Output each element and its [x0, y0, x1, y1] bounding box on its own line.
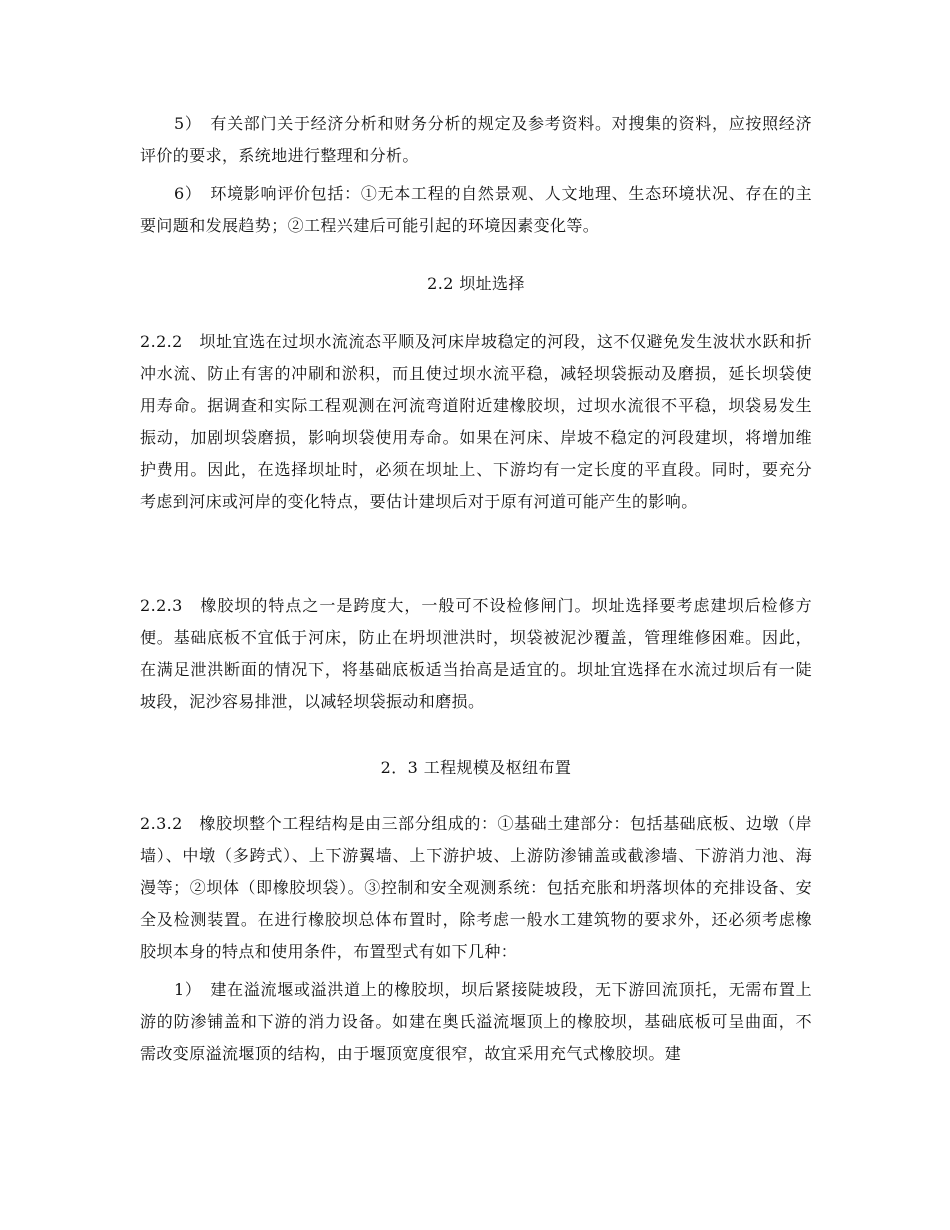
paragraph-item-6: 6） 环境影响评价包括：①无本工程的自然景观、人文地理、生态环境状况、存在的主要问题和发展趋势；②工程兴建后可能引起的环境因素变化等。 — [140, 184, 812, 235]
section-heading-2-2: 2.2 坝址选择 — [427, 274, 525, 293]
section-heading-2-3: 2．3 工程规模及枢纽布置 — [380, 758, 572, 777]
paragraph-item-5: 5） 有关部门关于经济分析和财务分析的规定及参考资料。对搜集的资料，应按照经济评价的要求，系统地进行整理和分析。 — [140, 114, 812, 165]
paragraph-2-3-2: 2.3.2 橡胶坝整个工程结构是由三部分组成的：①基础土建部分：包括基础底板、边墩（岸墙）、中墩（多跨式）、上下游翼墙、上下游护坡、上游防渗铺盖或截渗墙、下游消力池、海漫等；②坝体（即橡胶坝袋）。③控制和安全观测系统：包括充胀和坍落坝体的充排设备、安全及检测装置。在进行橡胶坝总体布置时，除考虑一般水工建筑物的要求外，还必须考虑橡胶坝本身的特点和使用条件，布置型式有如下几种： — [140, 814, 812, 961]
paragraph-item-1: 1） 建在溢流堰或溢洪道上的橡胶坝，坝后紧接陡坡段，无下游回流顶托，无需布置上游的防渗铺盖和下游的消力设备。如建在奥氏溢流堰顶上的橡胶坝，基础底板可呈曲面，不需改变原溢流堰顶的结构，由于堰顶宽度很窄，故宜采用充气式橡胶坝。建 — [140, 980, 812, 1063]
paragraph-2-2-2: 2.2.2 坝址宜选在过坝水流流态平顺及河床岸坡稳定的河段，这不仅避免发生波状水跃和折冲水流、防止有害的冲刷和淤积，而且使过坝水流平稳，减轻坝袋振动及磨损，延长坝袋使用寿命。据调查和实际工程观测在河流弯道附近建橡胶坝，过坝水流很不平稳，坝袋易发生振动，加剧坝袋磨损，影响坝袋使用寿命。如果在河床、岸坡不稳定的河段建坝，将增加维护费用。因此，在选择坝址时，必须在坝址上、下游均有一定长度的平直段。同时，要充分考虑到河床或河岸的变化特点，要估计建坝后对于原有河道可能产生的影响。 — [140, 332, 812, 511]
paragraph-2-2-3: 2.2.3 橡胶坝的特点之一是跨度大，一般可不设检修闸门。坝址选择要考虑建坝后检修方便。基础底板不宜低于河床，防止在坍坝泄洪时，坝袋被泥沙覆盖，管理维修困难。因此，在满足泄洪断面的情况下，将基础底板适当抬高是适宜的。坝址宜选择在水流过坝后有一陡坡段，泥沙容易排泄，以减轻坝袋振动和磨损。 — [140, 596, 812, 711]
